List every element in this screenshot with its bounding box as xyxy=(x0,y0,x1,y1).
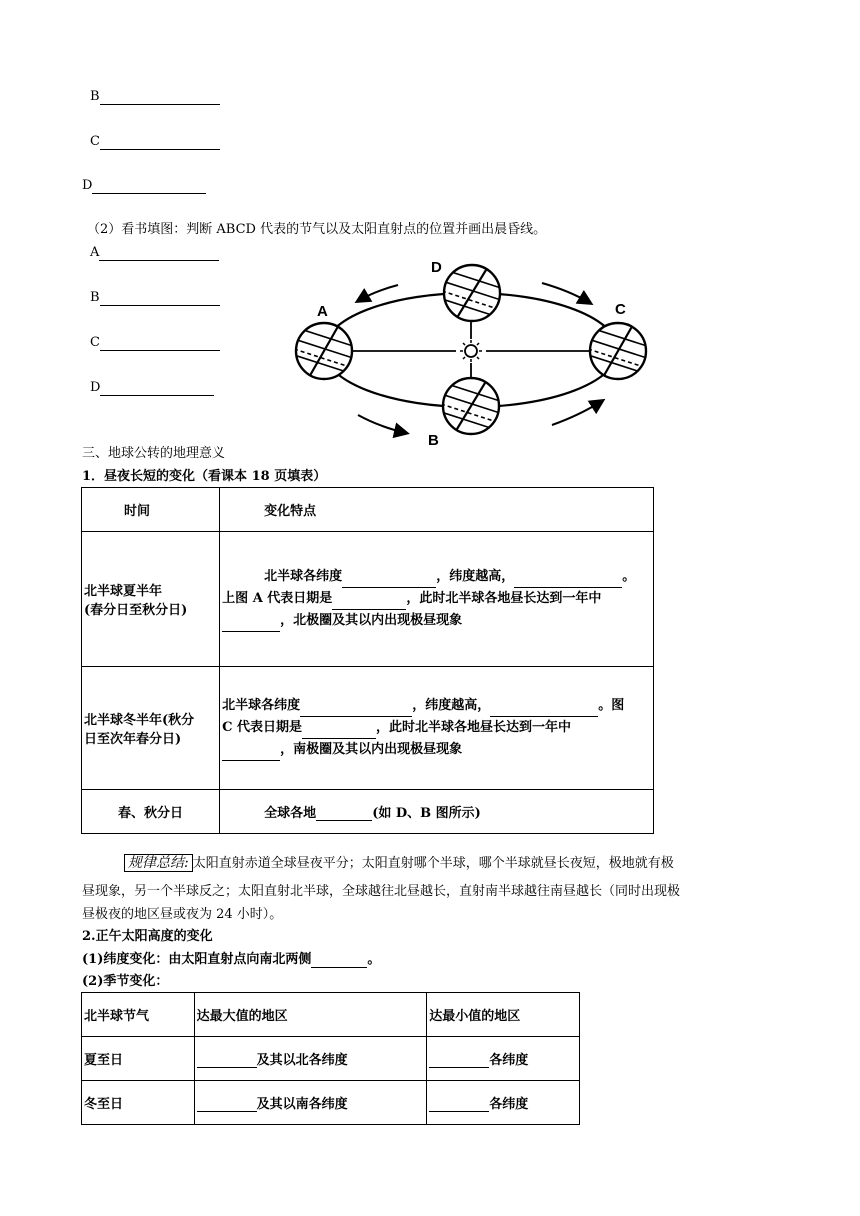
table-header-feature: 变化特点 xyxy=(220,488,654,532)
answer-blank[interactable] xyxy=(222,618,280,632)
section-2-item-2: (2)季节变化： xyxy=(82,974,169,989)
table-row xyxy=(82,532,654,667)
day-length-table xyxy=(81,487,654,834)
diagram-label-b: B xyxy=(428,432,439,449)
blank-c-label: C xyxy=(90,134,220,150)
answer-blank[interactable] xyxy=(514,574,622,588)
section-2-title: 2.正午太阳高度的变化 xyxy=(82,929,213,944)
diagram-label-c: C xyxy=(615,301,626,318)
table-header-max: 达最大值的地区 xyxy=(194,993,427,1037)
orbit-arrow-lower-left xyxy=(358,415,406,433)
answer-blank[interactable] xyxy=(100,337,220,351)
orbit-arrow-upper-right xyxy=(542,283,590,303)
orbit-arrow-upper-left xyxy=(358,285,398,301)
answer-blank[interactable] xyxy=(429,1098,489,1112)
orbit-arrow-lower-right xyxy=(552,401,602,425)
diagram-label-a: A xyxy=(317,303,328,320)
table-row xyxy=(82,667,654,790)
row-time-cell: 北半球夏半年 (春分日至秋分日) xyxy=(82,532,220,667)
answer-blank[interactable] xyxy=(197,1054,257,1068)
summary-paragraph: 规律总结: 太阳直射赤道全球昼夜平分；太阳直射哪个半球，哪个半球就昼长夜短，极地就有极 昼现象，另一个半球反之；太阳直射北半球，全球越往北昼越长，直射南半球越往南昼越长（同时出现极 昼极夜的地区昼或夜为 24 小时）。 xyxy=(82,855,681,922)
section-3-subtitle: 1．昼夜长短的变化（看课本 18 页填表） xyxy=(82,469,327,484)
answer-blank[interactable] xyxy=(490,703,598,717)
summary-label: 规律总结: xyxy=(124,854,193,872)
table-header-time: 时间 xyxy=(82,488,220,532)
answer-blank[interactable] xyxy=(222,747,280,761)
earth-b-icon xyxy=(441,378,503,434)
answer-blank[interactable] xyxy=(302,725,376,739)
answer-blank[interactable] xyxy=(332,596,406,610)
table-row xyxy=(82,790,654,834)
row-feature-cell: 北半球各纬度 ，纬度越高， 。图 C 代表日期是 ，此时北半球各地昼长达到一年中 ，南极圈及其以内出现极昼现象 xyxy=(220,667,654,790)
row-feature-cell: 北半球各纬度 ，纬度越高， 。 上图 A 代表日期是 ，此时北半球各地昼长达到一年中 ，北极圈及其以内出现极昼现象 xyxy=(220,532,654,667)
q2-blank-a: A xyxy=(90,245,219,261)
earth-c-icon xyxy=(588,323,650,379)
answer-blank[interactable] xyxy=(92,180,206,194)
row-feature-cell: 全球各地 (如 D、B 图所示) xyxy=(220,790,654,834)
diagram-label-d: D xyxy=(431,259,442,276)
answer-blank[interactable] xyxy=(99,247,219,261)
answer-blank[interactable] xyxy=(100,91,220,105)
answer-blank[interactable] xyxy=(300,703,412,717)
answer-blank[interactable] xyxy=(100,292,220,306)
earth-d-icon xyxy=(442,265,504,321)
answer-blank[interactable] xyxy=(100,382,214,396)
q2-blank-c: C xyxy=(90,335,220,351)
row-time-cell: 春、秋分日 xyxy=(82,790,220,834)
answer-blank[interactable] xyxy=(429,1054,489,1068)
table-header-min: 达最小值的地区 xyxy=(427,993,580,1037)
table-header-term: 北半球节气 xyxy=(82,993,195,1037)
blank-d-label: D xyxy=(82,178,206,194)
earth-a-icon xyxy=(294,323,356,379)
section-2-item-1: (1)纬度变化：由太阳直射点向南北两侧 。 xyxy=(82,952,381,967)
table-row: 冬至日 及其以南各纬度 各纬度 xyxy=(82,1081,580,1125)
table-row: 夏至日 及其以北各纬度 各纬度 xyxy=(82,1037,580,1081)
row-time-cell: 北半球冬半年(秋分 日至次年春分日) xyxy=(82,667,220,790)
answer-blank[interactable] xyxy=(311,954,367,968)
question-2-prompt: （2）看书填图：判断 ABCD 代表的节气以及太阳直射点的位置并画出晨昏线。 xyxy=(87,222,547,237)
q2-blank-d: D xyxy=(90,380,214,396)
blank-b-label: B xyxy=(90,89,220,105)
q2-blank-b: B xyxy=(90,290,220,306)
noon-sun-table xyxy=(81,992,580,1125)
earth-orbit-diagram xyxy=(280,255,680,450)
answer-blank[interactable] xyxy=(316,807,372,821)
sun-icon xyxy=(460,340,482,362)
answer-blank[interactable] xyxy=(342,574,436,588)
section-3-title: 三、地球公转的地理意义 xyxy=(82,446,226,461)
answer-blank[interactable] xyxy=(197,1098,257,1112)
answer-blank[interactable] xyxy=(100,136,220,150)
